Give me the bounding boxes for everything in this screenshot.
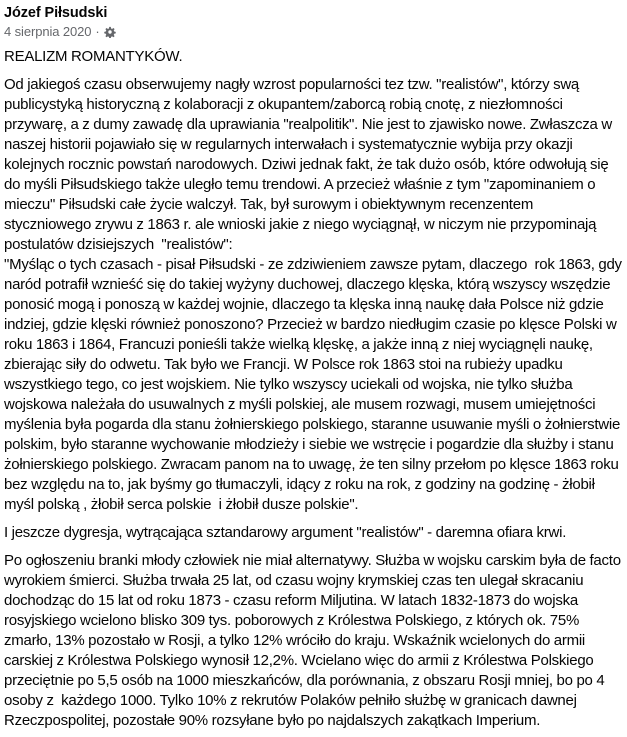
post-paragraph-1: Od jakiegoś czasu obserwujemy nagły wzrost popularności tez tzw. "realistów", którzy swą publicystyką historyczną z kolaboracji z okupantem/zaborcą robią cnotę, z niezłomności przywarę, a z dumy zawadę dla uprawiania "realpolitik". Nie jest to zjawisko nowe. Zwłaszcza w naszej historii pojawiało się w regularnych interwałach i systematycznie wybija przy okazji kolejnych rocznic powstań narodowych. Dziwi jednak fakt, że tak dużo osób, które odwołują się do myśli Piłsudskiego także uległo temu trendowi. A przecież właśnie z tym "zapominaniem o mieczu" Piłsudski całe życie walczył. Tak, był surowym i obiektywnym recenzentem styczniowego zrywu z 1863 r. ale wnioski jakie z niego wyciągnął, w niczym nie przypominają postulatów dzisiejszych "realistów": xyxy=(4,76,616,253)
privacy-gear-icon xyxy=(104,26,116,38)
post-paragraph-4: Po ogłoszeniu branki młody człowiek nie miał alternatywy. Służba w wojsku carskim była de facto wyrokiem śmierci. Służba trwała 25 lat, od czasu wojny krymskiej czas ten ulegał skracaniu dochodząc do 15 lat od roku 1873 - czasu reform Miljutina. W latach 1832-1873 do wojska rosyjskiego wcielono blisko 309 tys. poborowych z Królestwa Polskiego, z których ok. 75% zmarło, 13% pozostało w Rosji, a tylko 12% wróciło do kraju. Wskaźnik wcielonych do armii carskiej z Królestwa Polskiego wynosił 12,2%. Wcielano więc do armii z Królestwa Polskiego przeciętnie po 5,5 osób na 1000 mieszkańców, dla porównania, z obszaru Rosji mniej, bo po 4 osoby z każdego 1000. Tylko 10% z rekrutów Polaków pełniło służbę w granicach dawnej Rzeczpospolitej, pozostałe 90% rozsyłane było po najdalszych zakątkach Imperium. xyxy=(4,552,625,729)
author-name-link[interactable]: Józef Piłsudski xyxy=(4,5,108,21)
post-meta-row xyxy=(4,23,623,40)
post-header xyxy=(4,3,623,40)
post-paragraph-2-quote: "Myśląc o tych czasach - pisał Piłsudski - ze zdziwieniem zawsze pytam, dlaczego rok 1863, gdy naród potrafił wznieść się do takiej wyżyny duchowej, dlaczego klęska, którą wszyscy wszędzie ponosić mogą i ponoszą w każdej wojnie, dlaczego ta klęska inną naukę dała Polsce niż gdzie indziej, gdzie klęski również ponoszono? Przecież w bardzo niedługim czasie po klęsce Polski w roku 1863 i 1864, Francuzi ponieśli także wielką klęskę, a jakże inną z niej wyciągnęli naukę, zbierając siły do odwetu. Tak było we Francji. W Polsce rok 1863 stoi na rubieży upadku wszystkiego tego, co jest wojskiem. Nie tylko wszyscy uciekali od wojska, nie tylko służba wojskowa należała do usuwalnych z myśli polskiej, ale musem rozwagi, musem umiejętności myślenia była pogarda dla stanu żołnierskiego polskiego, staranne usuwanie myśli o żołnierstwie polskim, było staranne wychowanie młodzieży i siebie we wstręcie i pogardzie dla służby i stanu żołnierskiego polskiego. Zwracam panom na to uwagę, że ten silny przełom po klęsce 1863 roku bez względu na to, jak byśmy go tłumaczyli, idący z roku na rok, z godziny na godzinę - żłobił myśl polską , żłobił serca polskie i żłobił dusze polskie". xyxy=(4,256,626,513)
post-title-line: REALIZM ROMANTYKÓW. xyxy=(4,48,183,65)
post-timestamp-link[interactable]: 4 sierpnia 2020 xyxy=(4,24,92,39)
meta-separator-dot: · xyxy=(95,24,100,39)
post-paragraph-3: I jeszcze dygresja, wytrącająca sztandarowy argument "realistów" - daremna ofiara krwi. xyxy=(4,524,567,541)
post-body xyxy=(4,47,626,731)
